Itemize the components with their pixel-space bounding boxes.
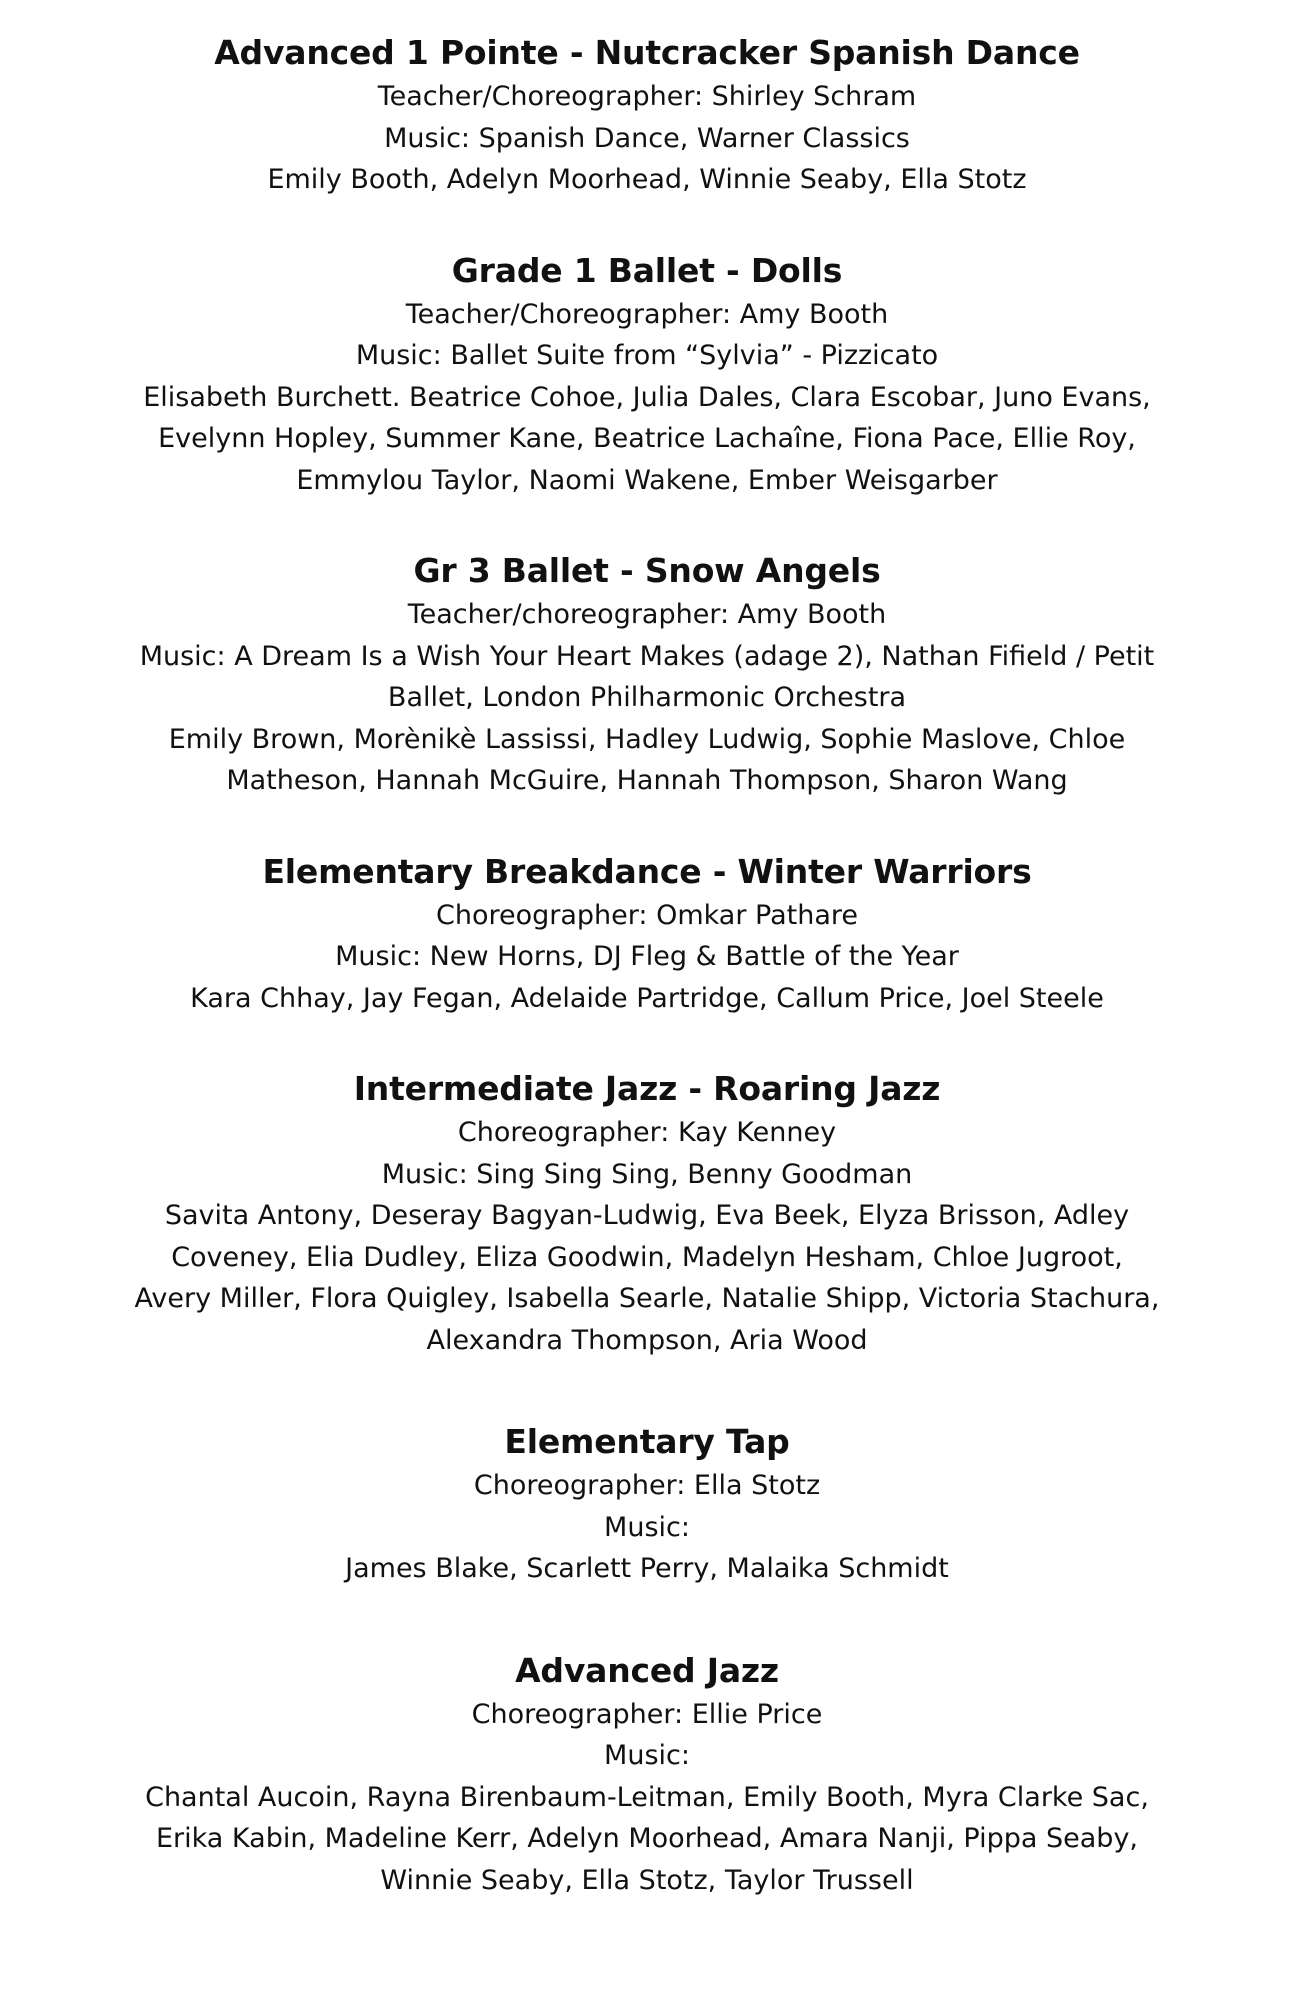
music-line: Music: Spanish Dance, Warner Classics (384, 122, 910, 154)
program-section-elementary-breakdance (66, 849, 1228, 1020)
cast-line: Coveney, Elia Dudley, Eliza Goodwin, Madelyn Hesham, Chloe Jugroot, (171, 1241, 1123, 1273)
cast-line: Evelynn Hopley, Summer Kane, Beatrice Lachaîne, Fiona Pace, Ellie Roy, (158, 423, 1136, 454)
section-title: Intermediate Jazz - Roaring Jazz (353, 1069, 941, 1108)
cast-line: Elisabeth Burchett. Beatrice Cohoe, Julia Dales, Clara Escobar, Juno Evans, (143, 381, 1151, 413)
program-section-grade-1-ballet (66, 248, 1228, 502)
program-page (0, 30, 1294, 1948)
cast-line: Kara Chhay, Jay Fegan, Adelaide Partridge, Callum Price, Joel Steele (190, 982, 1104, 1014)
cast-line: Emily Booth, Adelyn Moorhead, Winnie Seaby, Ella Stotz (267, 164, 1027, 195)
section-title: Advanced Jazz (515, 1650, 779, 1690)
music-line: Music: Sing Sing Sing, Benny Goodman (381, 1158, 913, 1190)
music-line: Music: Ballet Suite from “Sylvia” - Pizzicato (355, 340, 939, 371)
section-title: Gr 3 Ballet - Snow Angels (413, 551, 881, 590)
section-title: Elementary Tap (504, 1422, 790, 1461)
choreographer-line: Choreographer: Omkar Pathare (436, 899, 858, 931)
program-section-advanced-1-pointe (66, 30, 1228, 201)
program-section-gr-3-ballet (66, 548, 1228, 802)
teacher-line: Teacher/Choreographer: Amy Booth (405, 298, 889, 330)
music-line: Music: A Dream Is a Wish Your Heart Makes (adage 2), Nathan Fifield / Petit (139, 640, 1155, 672)
section-title: Advanced 1 Pointe - Nutcracker Spanish Dance (214, 33, 1080, 72)
section-title: Elementary Breakdance - Winter Warriors (262, 851, 1032, 891)
music-line: Music: New Horns, DJ Fleg & Battle of the Year (335, 941, 959, 972)
cast-line: Matheson, Hannah McGuire, Hannah Thompson, Sharon Wang (226, 765, 1068, 796)
cast-line: Emily Brown, Morènikè Lassissi, Hadley Ludwig, Sophie Maslove, Chloe (168, 723, 1126, 755)
cast-line: Alexandra Thompson, Aria Wood (426, 1324, 868, 1356)
choreographer-line: Choreographer: Ella Stotz (473, 1470, 821, 1501)
teacher-line: Teacher/choreographer: Amy Booth (407, 599, 887, 630)
cast-line: Savita Antony, Deseray Bagyan-Ludwig, Eva Beek, Elyza Brisson, Adley (164, 1200, 1130, 1231)
cast-line: Winnie Seaby, Ella Stotz, Taylor Trussell (380, 1864, 914, 1896)
section-title: Grade 1 Ballet - Dolls (451, 250, 843, 290)
cast-line: Avery Miller, Flora Quigley, Isabella Searle, Natalie Shipp, Victoria Stachura, (134, 1283, 1160, 1314)
choreographer-line: Choreographer: Kay Kenney (457, 1117, 837, 1148)
program-section-elementary-tap (66, 1419, 1228, 1590)
cast-line: Emmylou Taylor, Naomi Wakene, Ember Weisgarber (296, 464, 998, 496)
cast-line: James Blake, Scarlett Perry, Malaika Schmidt (345, 1553, 949, 1584)
cast-line: Erika Kabin, Madeline Kerr, Adelyn Moorhead, Amara Nanji, Pippa Seaby, (155, 1823, 1139, 1854)
program-section-intermediate-jazz (66, 1066, 1228, 1361)
music-line: Music: (604, 1511, 690, 1543)
choreographer-line: Choreographer: Ellie Price (471, 1698, 823, 1730)
music-line: Ballet, London Philharmonic Orchestra (387, 682, 907, 713)
teacher-line: Teacher/Choreographer: Shirley Schram (377, 81, 917, 112)
program-section-advanced-jazz (66, 1648, 1228, 1902)
music-line: Music: (604, 1740, 690, 1771)
cast-line: Chantal Aucoin, Rayna Birenbaum-Leitman, Emily Booth, Myra Clarke Sac, (145, 1781, 1149, 1813)
